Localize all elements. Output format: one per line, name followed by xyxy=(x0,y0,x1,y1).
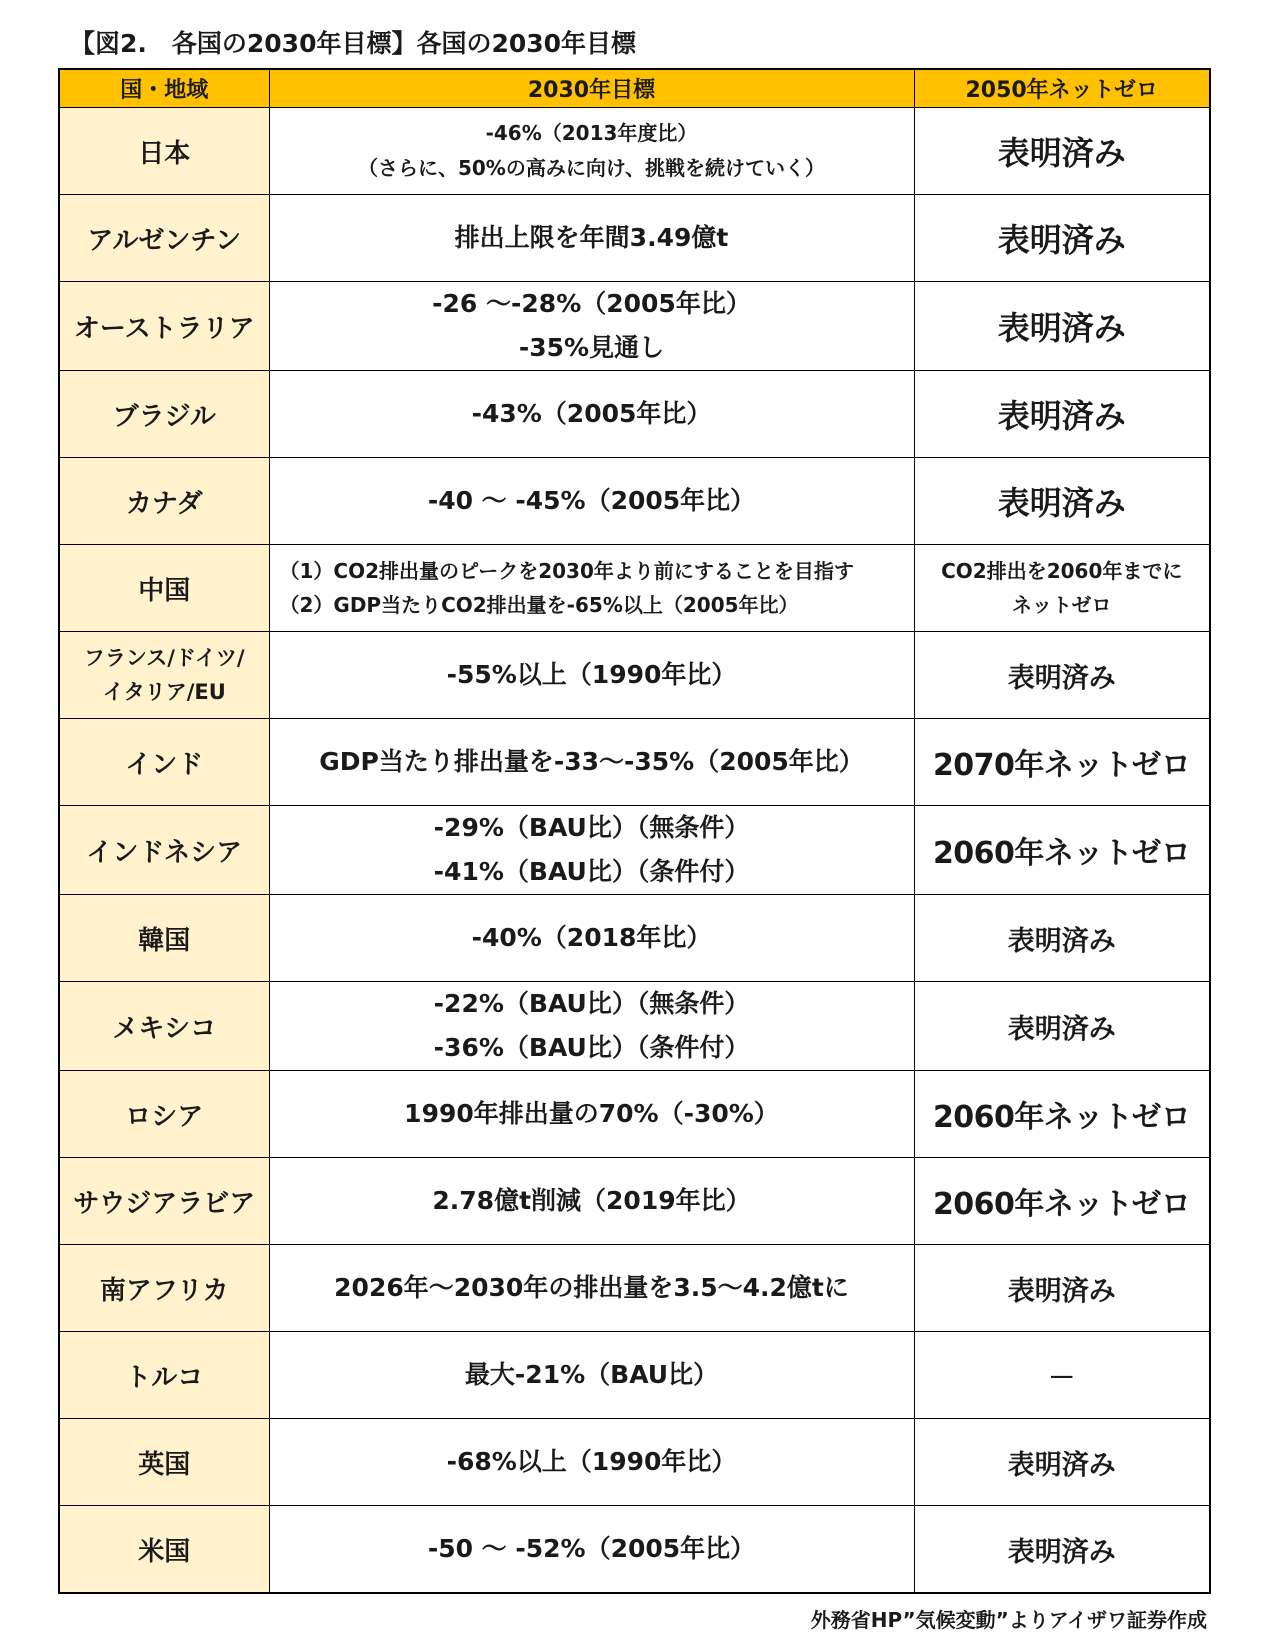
table-row xyxy=(59,1245,1210,1332)
target-cell xyxy=(269,1419,914,1506)
table-row xyxy=(59,719,1210,806)
target-line: 2.78億t削減（2019年比） xyxy=(432,1186,751,1215)
netzero-cell: 2060年ネットゼロ xyxy=(914,1071,1210,1158)
table-row xyxy=(59,895,1210,982)
country-cell: 南アフリカ xyxy=(59,1245,269,1332)
header-2050-netzero: 2050年ネットゼロ xyxy=(914,69,1210,108)
header-country: 国・地域 xyxy=(59,69,269,108)
target-cell xyxy=(269,1506,914,1594)
country-cell: メキシコ xyxy=(59,982,269,1071)
netzero-line: CO2排出を2060年までに xyxy=(941,559,1183,583)
target-line: -26 ～-28%（2005年比） xyxy=(432,289,751,318)
table-row xyxy=(59,1506,1210,1594)
country-line: イタリア/EU xyxy=(102,680,226,704)
netzero-cell: 2060年ネットゼロ xyxy=(914,1158,1210,1245)
table-row xyxy=(59,195,1210,282)
netzero-cell: 表明済み xyxy=(914,371,1210,458)
target-line: 最大-21%（BAU比） xyxy=(464,1360,719,1389)
target-line: 1990年排出量の70%（-30%） xyxy=(404,1099,779,1128)
country-line: フランス/ドイツ/ xyxy=(83,646,245,670)
table-row xyxy=(59,1332,1210,1419)
table-row xyxy=(59,108,1210,195)
figure-title: 【図2. 各国の2030年目標】各国の2030年目標 xyxy=(70,29,637,58)
target-line: -22%（BAU比）（無条件） xyxy=(433,989,750,1018)
netzero-cell: 表明済み xyxy=(914,982,1210,1071)
target-cell xyxy=(269,458,914,545)
target-line: -46%（2013年度比） xyxy=(485,121,698,145)
target-cell xyxy=(269,195,914,282)
header-row xyxy=(59,69,1210,108)
target-line: -55%以上（1990年比） xyxy=(446,660,737,689)
target-line: （2）GDP当たりCO2排出量を-65%以上（2005年比） xyxy=(279,593,799,617)
table-row xyxy=(59,458,1210,545)
target-cell xyxy=(269,371,914,458)
country-cell: 中国 xyxy=(59,545,269,632)
table-row xyxy=(59,982,1210,1071)
target-line: -68%以上（1990年比） xyxy=(446,1447,737,1476)
netzero-line: ネットゼロ xyxy=(1012,593,1112,617)
country-cell: アルゼンチン xyxy=(59,195,269,282)
table-row xyxy=(59,632,1210,719)
country-cell: サウジアラビア xyxy=(59,1158,269,1245)
target-cell xyxy=(269,895,914,982)
target-line: -35%見通し xyxy=(518,333,665,362)
target-line: -36%（BAU比）（条件付） xyxy=(433,1033,750,1062)
netzero-cell: 表明済み xyxy=(914,1245,1210,1332)
table-row xyxy=(59,806,1210,895)
country-cell xyxy=(59,632,269,719)
country-cell: ブラジル xyxy=(59,371,269,458)
country-cell: 韓国 xyxy=(59,895,269,982)
table-row xyxy=(59,545,1210,632)
target-line: -29%（BAU比）（無条件） xyxy=(433,813,750,842)
target-cell xyxy=(269,1332,914,1419)
netzero-cell: 表明済み xyxy=(914,632,1210,719)
netzero-cell: 表明済み xyxy=(914,458,1210,545)
target-cell xyxy=(269,1071,914,1158)
target-line: -40 ～ -45%（2005年比） xyxy=(427,486,756,515)
target-cell xyxy=(269,1158,914,1245)
country-cell: インドネシア xyxy=(59,806,269,895)
country-cell: カナダ xyxy=(59,458,269,545)
table-row xyxy=(59,371,1210,458)
target-cell xyxy=(269,719,914,806)
netzero-cell: 2060年ネットゼロ xyxy=(914,806,1210,895)
target-line: 排出上限を年間3.49億t xyxy=(454,223,729,252)
table-row xyxy=(59,1158,1210,1245)
target-line: -50 ～ -52%（2005年比） xyxy=(427,1534,756,1563)
netzero-cell: 表明済み xyxy=(914,1419,1210,1506)
country-cell: ロシア xyxy=(59,1071,269,1158)
netzero-cell: 表明済み xyxy=(914,108,1210,195)
country-cell: トルコ xyxy=(59,1332,269,1419)
header-2030-target: 2030年目標 xyxy=(269,69,914,108)
netzero-cell: 表明済み xyxy=(914,195,1210,282)
target-line: 2026年～2030年の排出量を3.5～4.2億tに xyxy=(334,1273,849,1302)
target-cell xyxy=(269,545,914,632)
table-row xyxy=(59,1419,1210,1506)
target-cell xyxy=(269,632,914,719)
target-cell xyxy=(269,806,914,895)
country-cell: 米国 xyxy=(59,1506,269,1594)
netzero-cell: 2070年ネットゼロ xyxy=(914,719,1210,806)
netzero-cell: － xyxy=(914,1332,1210,1419)
netzero-cell xyxy=(914,545,1210,632)
target-cell xyxy=(269,282,914,371)
country-targets-table xyxy=(58,68,1211,1594)
target-line: -43%（2005年比） xyxy=(471,399,712,428)
table-row xyxy=(59,282,1210,371)
target-cell xyxy=(269,982,914,1071)
netzero-cell: 表明済み xyxy=(914,1506,1210,1594)
target-line: （さらに、50%の高みに向け、挑戦を続けていく） xyxy=(357,156,826,180)
netzero-cell: 表明済み xyxy=(914,282,1210,371)
target-cell xyxy=(269,1245,914,1332)
country-cell: 英国 xyxy=(59,1419,269,1506)
target-line: （1）CO2排出量のピークを2030年より前にすることを目指す xyxy=(279,559,854,583)
country-cell: オーストラリア xyxy=(59,282,269,371)
country-cell: 日本 xyxy=(59,108,269,195)
country-cell: インド xyxy=(59,719,269,806)
target-line: GDP当たり排出量を-33～-35%（2005年比） xyxy=(319,747,864,776)
netzero-cell: 表明済み xyxy=(914,895,1210,982)
target-line: -40%（2018年比） xyxy=(471,923,712,952)
target-cell xyxy=(269,108,914,195)
table-row xyxy=(59,1071,1210,1158)
source-note: 外務省HP”気候変動”よりアイザワ証券作成 xyxy=(810,1608,1207,1632)
target-line: -41%（BAU比）（条件付） xyxy=(433,857,750,886)
